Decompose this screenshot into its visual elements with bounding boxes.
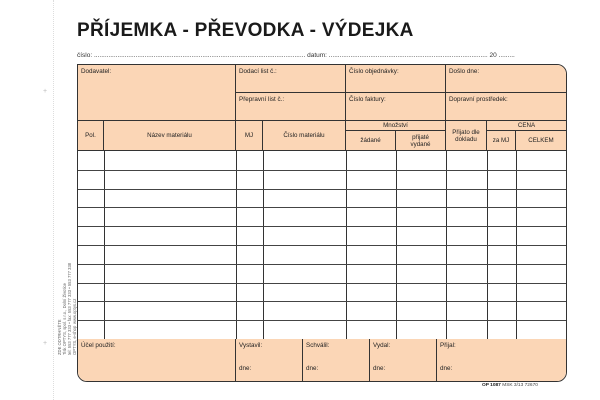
col-header-nazev: Název materiálu (104, 121, 236, 151)
field-vystavil[interactable]: Vystavil: dne: (236, 339, 303, 381)
phone-text: tel: 553 777 333 • fax: 553 777 333 • 553 777 338 (67, 262, 72, 355)
field-ucel-pouziti[interactable]: Účel použití: (78, 339, 236, 381)
table-row[interactable] (78, 170, 566, 171)
cislo-label: číslo: (77, 52, 93, 59)
punch-mark: + (43, 340, 48, 347)
table-row[interactable] (78, 226, 566, 227)
field-cislo-objednavky[interactable]: Číslo objednávky: (346, 65, 446, 93)
eshop-text: OPTYS, e-shop (72, 325, 77, 355)
field-doslo-dne[interactable]: Došlo dne: (446, 65, 566, 93)
field-cislo-faktury[interactable]: Číslo faktury: (346, 93, 446, 121)
col-header-cislo-materialu: Číslo materiálu (263, 121, 346, 151)
field-schvalil[interactable]: Schválil: dne: (303, 339, 370, 381)
tear-line (53, 0, 54, 400)
table-row[interactable] (78, 301, 566, 302)
field-dodaci-list[interactable]: Dodací list č.: (236, 65, 346, 93)
col-header-mj: MJ (236, 121, 263, 151)
table-row[interactable] (78, 283, 566, 284)
field-prijal[interactable]: Přijal: dne: (437, 339, 566, 381)
col-header-prijato: Přijato dle dokladu (446, 121, 487, 151)
field-prepravni-list[interactable]: Přepravní list č.: (236, 93, 346, 121)
table-row[interactable] (78, 264, 566, 265)
punch-mark: + (43, 88, 48, 95)
col-header-prijate-vydane: přijaté vydané (396, 131, 446, 151)
table-row[interactable] (78, 320, 566, 321)
printer-info (57, 95, 77, 355)
col-header-pol: Pol. (78, 121, 104, 151)
page-title: PŘÍJEMKA - PŘEVODKA - VÝDEJKA (77, 20, 414, 41)
form-code: OP 1087 (482, 383, 501, 388)
col-header-celkem: CELKEM (516, 131, 566, 151)
year-label: 20 (489, 52, 497, 59)
col-header-zadane: žádané (346, 131, 396, 151)
field-dodavatel[interactable]: Dodavatel: (78, 65, 236, 121)
datum-label: datum: (307, 52, 327, 59)
datum-dots: ........................................................................................ (328, 52, 488, 59)
ean-code: MSK 3/13 72670 (502, 383, 538, 388)
field-dopravni-prostredek[interactable]: Dopravní prostředek: (446, 93, 566, 121)
year-dots: ......... (498, 52, 515, 59)
printer-text: Tisk OPTYS, spol. s r.o., Dolní Životice (62, 283, 67, 355)
table-body (78, 151, 566, 339)
col-header-mnozstvi: Množství (346, 121, 446, 131)
number-date-line (77, 52, 515, 59)
table-row[interactable] (78, 207, 566, 208)
table-row[interactable] (78, 189, 566, 190)
cislo-dots: ..................................................................................................................... (93, 52, 306, 59)
field-vydal[interactable]: Vydal: dne: (370, 339, 437, 381)
form-frame (77, 64, 567, 382)
col-header-za-mj: za MJ (487, 131, 516, 151)
website-text: www.optys.cz (72, 299, 77, 325)
tear-here-text: ZDE ODTRHNĚTE (57, 319, 62, 355)
document-code (482, 383, 538, 388)
table-row[interactable] (78, 245, 566, 246)
col-header-cena: CENA (487, 121, 566, 131)
